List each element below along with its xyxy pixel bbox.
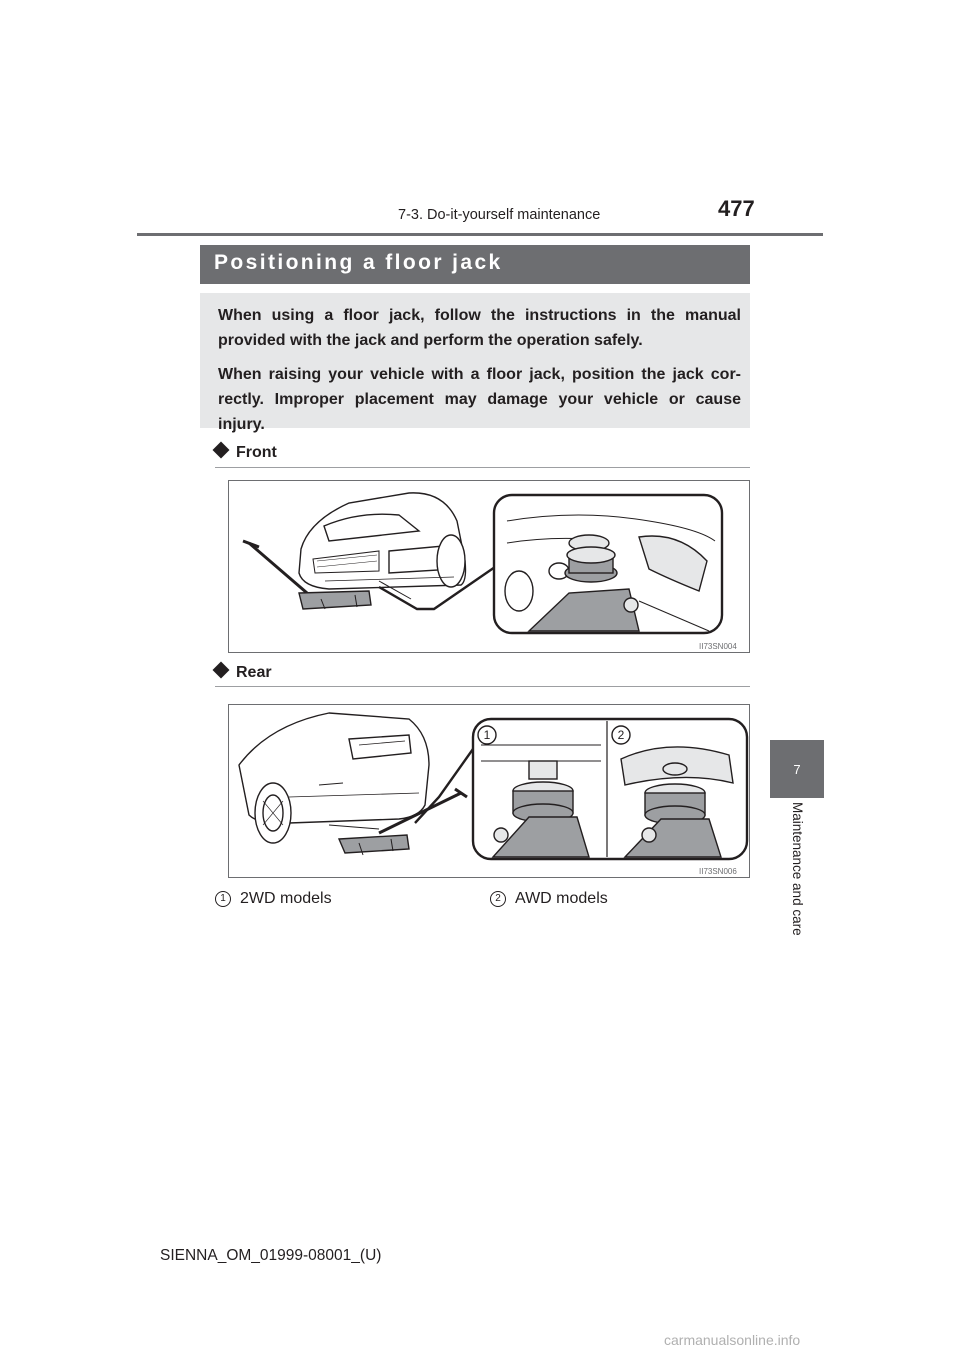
diamond-bullet-icon xyxy=(213,442,230,459)
page-heading-bar xyxy=(200,245,750,284)
rear-figure-code: II73SN006 xyxy=(699,867,737,876)
front-figure-code: II73SN004 xyxy=(699,642,737,651)
front-heading-text: Front xyxy=(236,444,277,461)
section-title: 7-3. Do-it-yourself maintenance xyxy=(398,207,601,223)
chapter-label xyxy=(772,802,822,962)
intro-paragraph-1: When using a floor jack, follow the instructions in the manual provided with the jack and perform the operation safely. xyxy=(218,307,741,349)
front-heading xyxy=(215,444,277,462)
chapter-tab xyxy=(770,740,824,798)
diamond-bullet-icon xyxy=(213,662,230,679)
header-rule xyxy=(137,233,823,236)
rear-illustration-svg xyxy=(229,705,749,877)
caption-awd xyxy=(490,890,608,909)
page-number: 477 xyxy=(718,196,755,221)
caption-awd-text: AWD models xyxy=(515,890,608,907)
page-heading: Positioning a floor jack xyxy=(214,251,503,274)
chapter-label-text: Maintenance and care xyxy=(790,802,805,936)
rear-jack-illustration xyxy=(228,704,750,878)
caption-2wd-text: 2WD models xyxy=(240,890,332,907)
rear-heading xyxy=(215,664,272,682)
intro-paragraph-2: When raising your vehicle with a floor jack, position the jack cor-rectly. Improper placement may damage your vehicle or cause injury. xyxy=(218,366,741,433)
callout-1: 1 xyxy=(483,728,491,742)
document-code: SIENNA_OM_01999-08001_(U) xyxy=(160,1247,382,1264)
chapter-number: 7 xyxy=(793,761,801,777)
front-jack-illustration xyxy=(228,480,750,653)
watermark: carmanualsonline.info xyxy=(664,1332,801,1348)
caption-2wd xyxy=(215,890,332,909)
front-divider xyxy=(215,467,750,468)
rear-divider xyxy=(215,686,750,687)
caption-badge-2: 2 xyxy=(490,891,506,907)
callout-2: 2 xyxy=(617,728,625,742)
rear-heading-text: Rear xyxy=(236,664,272,681)
intro-box xyxy=(200,293,750,433)
front-illustration-svg xyxy=(229,481,749,652)
caption-badge-1: 1 xyxy=(215,891,231,907)
